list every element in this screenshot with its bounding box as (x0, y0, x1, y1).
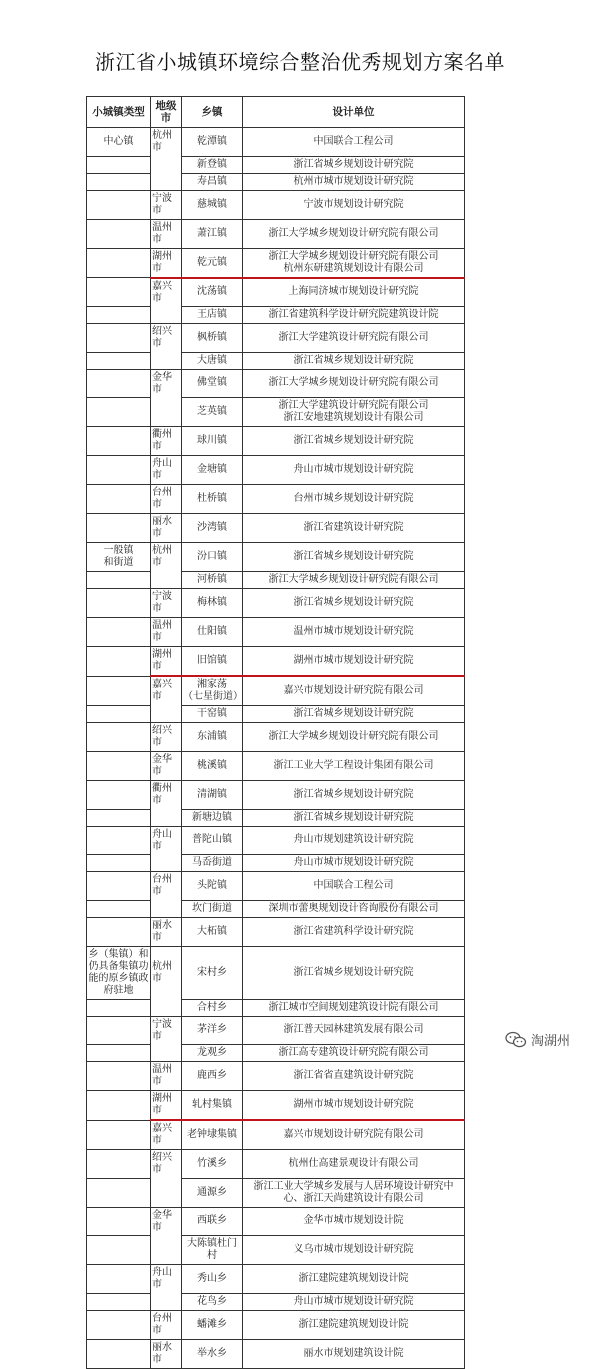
design-unit-cell: 温州市城市规划设计研究院 (243, 618, 465, 647)
city-cell: 金华市 (151, 369, 182, 398)
design-unit-cell: 浙江省城乡规划设计研究院 (243, 589, 465, 618)
category-cell (87, 219, 151, 248)
table-row (87, 427, 465, 456)
category-cell (87, 917, 151, 946)
town-cell: 竹溪乡 (182, 1150, 243, 1179)
town-cell: 普陀山镇 (182, 826, 243, 855)
city-cell: 湖州市 (151, 248, 182, 278)
design-unit-cell: 浙江省城乡规划设计研究院 (243, 946, 465, 999)
city-cell: 宁波市 (151, 589, 182, 618)
design-unit-cell: 浙江大学城乡规划设计研究院有限公司 杭州东研建筑规划设计有限公司 (243, 248, 465, 278)
city-cell: 舟山市 (151, 826, 182, 855)
town-cell: 通源乡 (182, 1178, 243, 1207)
town-cell: 茅洋乡 (182, 1016, 243, 1045)
table-row (87, 190, 465, 219)
category-cell (87, 1339, 151, 1368)
table-row (87, 781, 465, 810)
city-cell (151, 1293, 182, 1310)
city-cell: 金华市 (151, 752, 182, 781)
category-cell (87, 999, 151, 1016)
city-cell: 宁波市 (151, 190, 182, 219)
design-unit-cell: 杭州仕高建景观设计有限公司 (243, 1150, 465, 1179)
design-unit-cell: 中国联合工程公司 (243, 872, 465, 901)
category-cell (87, 1120, 151, 1150)
design-unit-cell: 浙江大学建筑设计研究院有限公司 (243, 324, 465, 353)
town-cell: 花鸟乡 (182, 1293, 243, 1310)
design-unit-cell: 上海同济城市规划设计研究院 (243, 278, 465, 307)
town-cell: 杜桥镇 (182, 485, 243, 514)
category-cell (87, 1236, 151, 1265)
city-cell: 台州市 (151, 872, 182, 901)
town-cell: 蟠滩乡 (182, 1310, 243, 1339)
design-unit-cell: 嘉兴市规划设计研究院有限公司 (243, 676, 465, 706)
design-unit-cell: 浙江大学建筑设计研究院有限公司 浙江安地建筑规划设计有限公司 (243, 398, 465, 427)
design-unit-cell: 湖州市城市规划设计研究院 (243, 647, 465, 677)
table-row (87, 398, 465, 427)
design-unit-cell: 浙江工业大学工程设计集团有限公司 (243, 752, 465, 781)
town-cell: 干窑镇 (182, 706, 243, 723)
category-cell: 一般镇 和街道 (87, 543, 151, 572)
city-cell: 舟山市 (151, 1265, 182, 1294)
town-cell: 举水乡 (182, 1339, 243, 1368)
category-cell (87, 398, 151, 427)
city-cell: 舟山市 (151, 456, 182, 485)
table-row (87, 307, 465, 324)
table-row (87, 248, 465, 278)
town-cell: 萧江镇 (182, 219, 243, 248)
town-cell: 宋村乡 (182, 946, 243, 999)
category-cell (87, 248, 151, 278)
city-cell (151, 352, 182, 369)
city-cell: 温州市 (151, 618, 182, 647)
town-cell: 寿昌镇 (182, 173, 243, 190)
table-row (87, 999, 465, 1016)
watermark-text: 淘湖州 (531, 1034, 571, 1049)
table-row (87, 352, 465, 369)
category-cell (87, 1293, 151, 1310)
category-cell (87, 752, 151, 781)
category-cell: 乡（集镇）和 仍具备集镇功 能的原乡镇政 府驻地 (87, 946, 151, 999)
category-cell (87, 572, 151, 589)
city-cell (151, 1236, 182, 1265)
watermark (505, 1030, 570, 1049)
design-unit-cell: 浙江建院建筑规划设计院 (243, 1310, 465, 1339)
category-cell (87, 589, 151, 618)
table-row (87, 572, 465, 589)
table-row (87, 589, 465, 618)
design-unit-cell: 浙江省城乡规划设计研究院 (243, 809, 465, 826)
town-cell: 老钟埭集镇 (182, 1120, 243, 1150)
design-unit-cell: 义乌市城市规划设计研究院 (243, 1236, 465, 1265)
design-unit-cell: 浙江省城乡规划设计研究院 (243, 352, 465, 369)
wechat-icon (505, 1031, 527, 1049)
city-cell: 杭州市 (151, 543, 182, 572)
design-unit-cell: 浙江工业大学城乡发展与人居环境设计研究中 心、浙江天尚建筑设计有限公司 (243, 1178, 465, 1207)
design-unit-cell: 丽水市规划建筑设计院 (243, 1339, 465, 1368)
category-cell (87, 485, 151, 514)
city-cell (151, 1178, 182, 1207)
town-cell: 坎门街道 (182, 900, 243, 917)
town-cell: 慈城镇 (182, 190, 243, 219)
design-unit-cell: 浙江省城乡规划设计研究院 (243, 781, 465, 810)
town-cell: 球川镇 (182, 427, 243, 456)
table-row (87, 723, 465, 752)
design-unit-cell: 浙江建院建筑规划设计院 (243, 1265, 465, 1294)
design-unit-cell: 浙江高专建筑设计研究院有限公司 (243, 1045, 465, 1062)
table-row (87, 369, 465, 398)
design-unit-cell: 杭州市城市规划设计研究院 (243, 173, 465, 190)
table-row (87, 706, 465, 723)
category-cell (87, 307, 151, 324)
city-cell (151, 855, 182, 872)
table-row (87, 1178, 465, 1207)
table-row (87, 1045, 465, 1062)
city-cell: 宁波市 (151, 1016, 182, 1045)
category-cell (87, 809, 151, 826)
town-cell: 秀山乡 (182, 1265, 243, 1294)
design-unit-cell: 浙江普天园林建筑发展有限公司 (243, 1016, 465, 1045)
design-unit-cell: 舟山市规划建筑设计研究院 (243, 826, 465, 855)
city-cell: 温州市 (151, 219, 182, 248)
city-cell: 绍兴市 (151, 723, 182, 752)
category-cell (87, 723, 151, 752)
header-town: 乡镇 (182, 97, 243, 128)
town-cell: 金塘镇 (182, 456, 243, 485)
category-cell (87, 173, 151, 190)
header-design-unit: 设计单位 (243, 97, 465, 128)
town-cell: 枫桥镇 (182, 324, 243, 353)
category-cell (87, 324, 151, 353)
town-cell: 新登镇 (182, 156, 243, 173)
town-cell: 汾口镇 (182, 543, 243, 572)
city-cell: 台州市 (151, 1310, 182, 1339)
city-cell: 湖州市 (151, 1091, 182, 1121)
town-cell: 王店镇 (182, 307, 243, 324)
town-cell: 龙观乡 (182, 1045, 243, 1062)
category-cell (87, 647, 151, 677)
category-cell (87, 1062, 151, 1091)
table-row (87, 618, 465, 647)
town-cell: 河桥镇 (182, 572, 243, 589)
category-cell (87, 1178, 151, 1207)
city-cell: 嘉兴市 (151, 676, 182, 706)
table-row (87, 917, 465, 946)
category-cell (87, 900, 151, 917)
town-cell: 旧馆镇 (182, 647, 243, 677)
plan-list-table (86, 96, 465, 1369)
table-row (87, 647, 465, 677)
table-row (87, 1207, 465, 1236)
town-cell: 大陈镇杜门村 (182, 1236, 243, 1265)
header-category: 小城镇类型 (87, 97, 151, 128)
city-cell: 杭州市 (151, 128, 182, 157)
table-row (87, 1091, 465, 1121)
town-cell: 鹿西乡 (182, 1062, 243, 1091)
table-row (87, 1265, 465, 1294)
category-cell (87, 826, 151, 855)
category-cell: 中心镇 (87, 128, 151, 157)
table-row (87, 1236, 465, 1265)
design-unit-cell: 浙江大学城乡规划设计研究院有限公司 (243, 219, 465, 248)
design-unit-cell: 湖州市城市规划设计研究院 (243, 1091, 465, 1121)
page-title: 浙江省小城镇环境综合整治优秀规划方案名单 (95, 50, 505, 74)
header-city: 地级市 (151, 97, 182, 128)
design-unit-cell: 浙江省省直建筑设计研究院 (243, 1062, 465, 1091)
town-cell: 合村乡 (182, 999, 243, 1016)
category-cell (87, 156, 151, 173)
city-cell: 衢州市 (151, 781, 182, 810)
design-unit-cell: 浙江城市空间规划建筑设计院有限公司 (243, 999, 465, 1016)
table-row (87, 514, 465, 543)
design-unit-cell: 金华市城市规划设计院 (243, 1207, 465, 1236)
table-row (87, 173, 465, 190)
table-row (87, 826, 465, 855)
category-cell (87, 456, 151, 485)
table-row (87, 752, 465, 781)
city-cell (151, 1045, 182, 1062)
city-cell: 台州市 (151, 485, 182, 514)
table-row (87, 219, 465, 248)
design-unit-cell: 浙江大学城乡规划设计研究院有限公司 (243, 572, 465, 589)
category-cell (87, 872, 151, 901)
table-row (87, 855, 465, 872)
design-unit-cell: 浙江大学城乡规划设计研究院有限公司 (243, 723, 465, 752)
category-cell (87, 1016, 151, 1045)
category-cell (87, 1207, 151, 1236)
design-unit-cell: 舟山市城市规划设计研究院 (243, 1293, 465, 1310)
city-cell: 丽水市 (151, 514, 182, 543)
design-unit-cell: 舟山市城市规划设计研究院 (243, 855, 465, 872)
table-row (87, 543, 465, 572)
city-cell: 嘉兴市 (151, 1120, 182, 1150)
table-row (87, 324, 465, 353)
city-cell: 丽水市 (151, 917, 182, 946)
city-cell: 丽水市 (151, 1339, 182, 1368)
town-cell: 沈荡镇 (182, 278, 243, 307)
category-cell (87, 706, 151, 723)
town-cell: 仕阳镇 (182, 618, 243, 647)
table-row (87, 1120, 465, 1150)
design-unit-cell: 浙江省城乡规划设计研究院 (243, 706, 465, 723)
category-cell (87, 855, 151, 872)
city-cell (151, 900, 182, 917)
category-cell (87, 676, 151, 706)
table-row (87, 156, 465, 173)
town-cell: 轧村集镇 (182, 1091, 243, 1121)
design-unit-cell: 嘉兴市规划设计研究院有限公司 (243, 1120, 465, 1150)
town-cell: 乾元镇 (182, 248, 243, 278)
table-row (87, 676, 465, 706)
table-row (87, 1339, 465, 1368)
town-cell: 新塘边镇 (182, 809, 243, 826)
city-cell (151, 572, 182, 589)
design-unit-cell: 深圳市蕾奥规划设计咨询股份有限公司 (243, 900, 465, 917)
town-cell: 湘家荡 （七星街道） (182, 676, 243, 706)
city-cell: 绍兴市 (151, 1150, 182, 1179)
design-unit-cell: 浙江省建筑科学设计研究院 (243, 917, 465, 946)
town-cell: 头陀镇 (182, 872, 243, 901)
town-cell: 佛堂镇 (182, 369, 243, 398)
design-unit-cell: 浙江省城乡规划设计研究院 (243, 427, 465, 456)
city-cell (151, 398, 182, 427)
town-cell: 大柘镇 (182, 917, 243, 946)
design-unit-cell: 中国联合工程公司 (243, 128, 465, 157)
table-row (87, 485, 465, 514)
table-row (87, 809, 465, 826)
category-cell (87, 1091, 151, 1121)
town-cell: 西联乡 (182, 1207, 243, 1236)
design-unit-cell: 舟山市城市规划设计研究院 (243, 456, 465, 485)
table-row (87, 1310, 465, 1339)
category-cell (87, 190, 151, 219)
city-cell (151, 156, 182, 173)
town-cell: 东浦镇 (182, 723, 243, 752)
town-cell: 沙湾镇 (182, 514, 243, 543)
table-row (87, 128, 465, 157)
city-cell (151, 173, 182, 190)
category-cell (87, 1045, 151, 1062)
city-cell: 温州市 (151, 1062, 182, 1091)
category-cell (87, 1265, 151, 1294)
category-cell (87, 278, 151, 307)
table-row (87, 1016, 465, 1045)
category-cell (87, 427, 151, 456)
category-cell (87, 618, 151, 647)
design-unit-cell: 浙江省建筑科学设计研究院建筑设计院 (243, 307, 465, 324)
table-row (87, 1150, 465, 1179)
table-row (87, 946, 465, 999)
category-cell (87, 514, 151, 543)
category-cell (87, 1310, 151, 1339)
table-row (87, 278, 465, 307)
category-cell (87, 1150, 151, 1179)
city-cell: 金华市 (151, 1207, 182, 1236)
city-cell (151, 706, 182, 723)
city-cell: 绍兴市 (151, 324, 182, 353)
town-cell: 清湖镇 (182, 781, 243, 810)
city-cell: 湖州市 (151, 647, 182, 677)
table-row (87, 456, 465, 485)
design-unit-cell: 浙江省建筑设计研究院 (243, 514, 465, 543)
town-cell: 乾潭镇 (182, 128, 243, 157)
category-cell (87, 352, 151, 369)
city-cell (151, 809, 182, 826)
city-cell: 衢州市 (151, 427, 182, 456)
town-cell: 桃溪镇 (182, 752, 243, 781)
table-header-row (87, 97, 465, 128)
city-cell (151, 999, 182, 1016)
town-cell: 大唐镇 (182, 352, 243, 369)
table-row (87, 872, 465, 901)
design-unit-cell: 台州市城乡规划设计研究院 (243, 485, 465, 514)
table-row (87, 1293, 465, 1310)
table-row (87, 1062, 465, 1091)
design-unit-cell: 浙江大学城乡规划设计研究院有限公司 (243, 369, 465, 398)
city-cell: 杭州市 (151, 946, 182, 999)
town-cell: 马岙街道 (182, 855, 243, 872)
city-cell: 嘉兴市 (151, 278, 182, 307)
table-row (87, 900, 465, 917)
design-unit-cell: 浙江省城乡规划设计研究院 (243, 543, 465, 572)
design-unit-cell: 宁波市规划设计研究院 (243, 190, 465, 219)
design-unit-cell: 浙江省城乡规划设计研究院 (243, 156, 465, 173)
category-cell (87, 781, 151, 810)
town-cell: 芝英镇 (182, 398, 243, 427)
city-cell (151, 307, 182, 324)
town-cell: 梅林镇 (182, 589, 243, 618)
category-cell (87, 369, 151, 398)
